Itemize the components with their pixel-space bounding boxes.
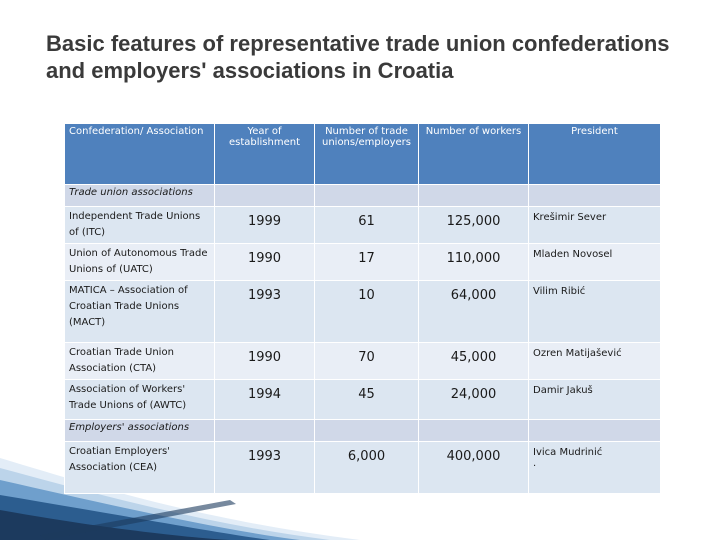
president-cell: Mladen Novosel <box>529 244 661 281</box>
year-cell: 1993 <box>215 281 315 343</box>
section-row-trade-unions <box>65 185 661 207</box>
org-name: Association of Workers' Trade Unions of (AWTC) <box>65 380 215 420</box>
unions-cell: 6,000 <box>315 442 419 494</box>
table-row <box>65 343 661 380</box>
table-row <box>65 207 661 244</box>
org-name: Croatian Trade Union Association (CTA) <box>65 343 215 380</box>
header-confederation: Confederation/ Association <box>65 124 215 185</box>
year-cell: 1999 <box>215 207 315 244</box>
unions-cell: 70 <box>315 343 419 380</box>
president-cell: Vilim Ribić <box>529 281 661 343</box>
header-number-unions: Number of trade unions/employers <box>315 124 419 185</box>
section-label: Employers' associations <box>65 420 215 442</box>
table-header-row <box>65 124 661 185</box>
president-cell: Krešimir Sever <box>529 207 661 244</box>
year-cell: 1990 <box>215 244 315 281</box>
president-cell <box>529 442 661 494</box>
org-name: Croatian Employers' Association (CEA) <box>65 442 215 494</box>
org-name: MATICA – Association of Croatian Trade Unions (MACT) <box>65 281 215 343</box>
workers-cell: 110,000 <box>419 244 529 281</box>
workers-cell: 64,000 <box>419 281 529 343</box>
unions-cell: 10 <box>315 281 419 343</box>
president-cell: Damir Jakuš <box>529 380 661 420</box>
workers-cell: 400,000 <box>419 442 529 494</box>
table-row <box>65 442 661 494</box>
president-note: . <box>533 458 537 469</box>
president-name: Ivica Mudrinić <box>533 447 603 458</box>
unions-cell: 17 <box>315 244 419 281</box>
unions-cell: 61 <box>315 207 419 244</box>
org-name: Union of Autonomous Trade Unions of (UATC) <box>65 244 215 281</box>
org-name: Independent Trade Unions of (ITC) <box>65 207 215 244</box>
features-table-container <box>64 123 660 508</box>
workers-cell: 24,000 <box>419 380 529 420</box>
table-row <box>65 244 661 281</box>
header-year: Year of establishment <box>215 124 315 185</box>
header-president: President <box>529 124 661 185</box>
year-cell: 1990 <box>215 343 315 380</box>
year-cell: 1993 <box>215 442 315 494</box>
table-row <box>65 380 661 420</box>
year-cell: 1994 <box>215 380 315 420</box>
section-label: Trade union associations <box>65 185 215 207</box>
header-number-workers: Number of workers <box>419 124 529 185</box>
table-row <box>65 281 661 343</box>
slide-title: Basic features of representative trade union confederations and employers' associations in Croatia <box>46 31 670 83</box>
section-row-employers <box>65 420 661 442</box>
president-cell: Ozren Matijašević <box>529 343 661 380</box>
features-table <box>64 123 661 494</box>
unions-cell: 45 <box>315 380 419 420</box>
workers-cell: 45,000 <box>419 343 529 380</box>
workers-cell: 125,000 <box>419 207 529 244</box>
